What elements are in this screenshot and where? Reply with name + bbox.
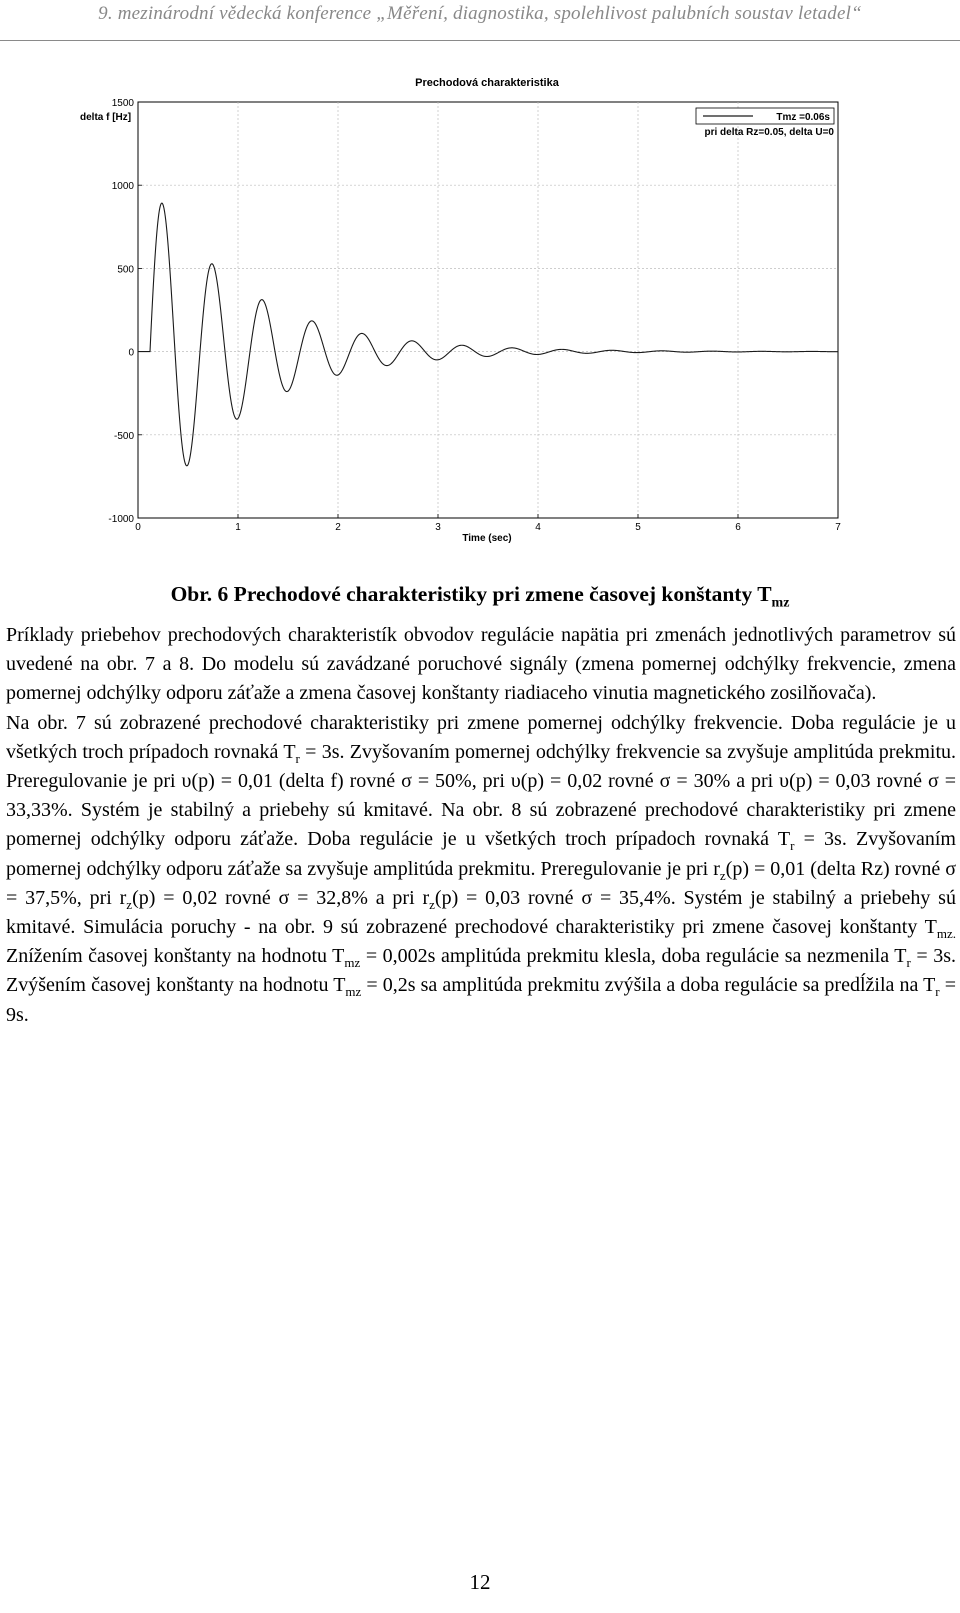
text-run: (p) = 0,03 rovné σ = 35,4%. Systém je stabilný a priebehy sú kmitavé. Simulácia poruchy - na obr. 9 sú zobrazené prechodové charakteristiky pri zmene časovej konštanty T: [6, 886, 956, 939]
paragraph-2: [6, 709, 956, 1030]
x-tick-label: 7: [835, 522, 841, 533]
body-text: [6, 621, 956, 1030]
text-run: (p) = 0,01 (delta Rz) rovné σ = 37,5%, pri r: [6, 857, 956, 909]
text-run: = 3s. Zvýšením časovej konštanty na hodnotu T: [6, 945, 956, 997]
paragraph-1: Príklady priebehov prechodových charakteristík obvodov regulácie napätia pri zmenách jednotlivých parametrov sú uvedené na obr. 7 a 8. Do modelu sú zavádzané poruchové signály (zmena pomernej odchýlky frekvencie, zmena pomernej odchýlky odporu záťaže a zmena časovej konštanty riadiaceho vinutia magnetického zosilňovača).: [6, 624, 956, 705]
x-tick-label: 3: [435, 522, 441, 533]
chart-figure: [70, 62, 950, 572]
y-tick-label: 1500: [111, 98, 134, 109]
y-tick-label: 0: [128, 347, 134, 359]
y-tick-label: -500: [113, 430, 134, 442]
x-tick-label: 1: [235, 522, 241, 533]
text-run: (p) = 0,02 rovné σ = 32,8% a pri r: [132, 886, 430, 909]
subscript: mz: [345, 984, 362, 1000]
figure-caption: [0, 582, 960, 611]
subscript: z: [429, 896, 435, 912]
subscript: r: [295, 750, 300, 766]
subscript: mz: [344, 955, 361, 971]
y-tick-label: -1000: [108, 514, 134, 525]
subscript: z: [126, 896, 133, 912]
subscript: mz.: [936, 926, 956, 942]
y-tick-label: 500: [117, 264, 134, 276]
x-tick-label: 6: [735, 522, 741, 533]
legend: [696, 108, 834, 138]
subscript: r: [790, 838, 795, 854]
legend-note: pri delta Rz=0.05, delta U=0: [704, 127, 834, 138]
text-run: = 3s. Zvyšovaním pomernej odchýlky odporu záťaže sa zvyšuje amplitúda prekmitu. Preregulovanie je pri r: [6, 828, 956, 880]
page-number: 12: [469, 1570, 491, 1594]
subscript: r: [935, 984, 940, 1000]
text-run: = 0,2s sa amplitúda prekmitu zvýšila a doba regulácie sa predĺžila na T: [361, 974, 936, 997]
page-header: [0, 0, 960, 41]
transient-response-chart: [70, 62, 950, 572]
x-axis-label: Time (sec): [462, 533, 512, 544]
subscript: z: [719, 867, 726, 883]
x-tick-label: 0: [135, 522, 141, 533]
plot-area: [138, 102, 838, 518]
x-tick-label: 2: [335, 522, 341, 533]
text-run: = 0,002s amplitúda prekmitu klesla, doba regulácie sa nezmenila T: [360, 945, 907, 968]
caption-subscript: mz: [771, 595, 790, 611]
x-tick-label: 4: [535, 522, 541, 533]
caption-text: Obr. 6 Prechodové charakteristiky pri zmene časovej konštanty T: [170, 582, 772, 606]
text-run: = 9s.: [6, 974, 956, 1026]
text-run: = 3s. Zvyšovaním pomernej odchýlky frekvencie sa zvyšuje amplitúda prekmitu. Preregulovanie je pri υ(p) = 0,01 (delta f) rovné σ = 50%, pri υ(p) = 0,02 rovné σ = 30% a pri υ(p) = 0,03 rovné σ = 33,33%. Systém je stabilný a priebehy sú kmitavé. Na obr. 8 sú zobrazené prechodové charakteristiky pri zmene pomernej odchýlky odporu záťaže. Doba regulácie je u všetkých troch prípadoch rovnaká T: [6, 740, 956, 851]
text-run: Na obr. 7 sú zobrazené prechodové charakteristiky pri zmene pomernej odchýlky frekvencie. Doba regulácie je u všetkých troch prípadoch rovnaká T: [6, 711, 956, 763]
y-tick-label: 1000: [111, 181, 134, 193]
chart-title: Prechodová charakteristika: [415, 77, 559, 89]
subscript: r: [906, 955, 911, 971]
text-run: Znížením časovej konštanty na hodnotu T: [6, 945, 345, 968]
y-axis-label: delta f [Hz]: [80, 112, 132, 123]
legend-label: Tmz =0.06s: [776, 112, 830, 123]
header-text: 9. mezinárodní vědecká konference „Měření, diagnostika, spolehlivost palubních soustav letadel“: [98, 3, 862, 24]
x-tick-label: 5: [635, 522, 641, 533]
